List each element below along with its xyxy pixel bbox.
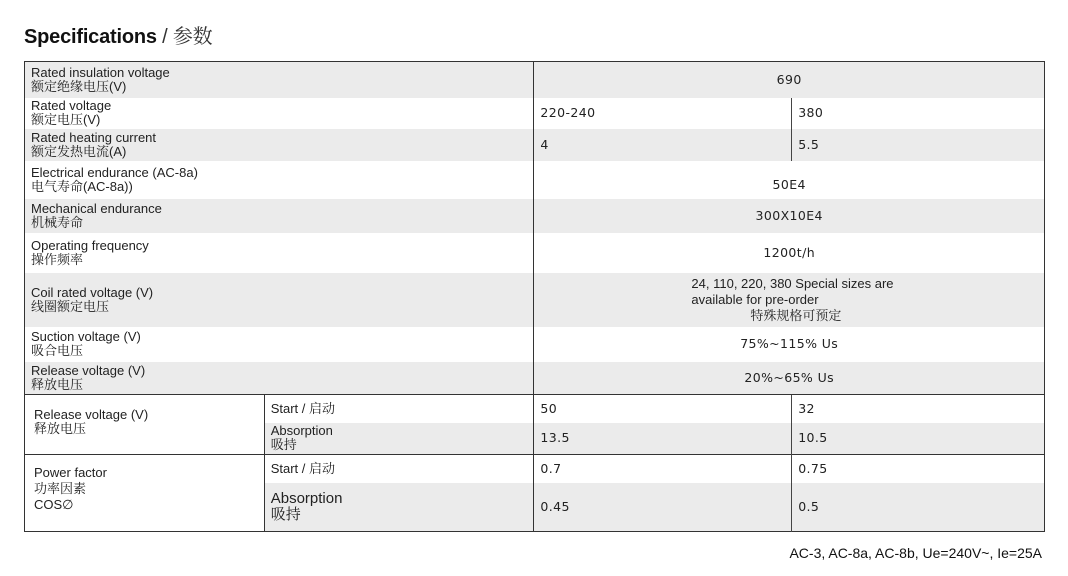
label-english: Electrical endurance (AC-8a) [31, 164, 198, 180]
label-english: Suction voltage (V) [31, 329, 141, 344]
row-label [25, 199, 534, 233]
label-english: Rated heating current [31, 129, 157, 145]
absorption-english: Absorption [270, 489, 343, 507]
row-value-2: 5.5 [792, 129, 1045, 161]
row-label [25, 98, 534, 129]
title-english: Specifications [24, 26, 157, 48]
row-value-2: 380 [792, 98, 1045, 129]
power-abs-value-1: 0.45 [534, 483, 792, 532]
table-row [25, 395, 1045, 423]
label-chinese: 释放电压 [31, 376, 84, 392]
row-value: 1200t/h [534, 233, 1045, 273]
row-value-1: 220-240 [534, 98, 792, 129]
title-separator: / [162, 26, 168, 48]
power-start-value-1: 0.7 [534, 455, 792, 483]
power-abs-value-2: 0.5 [792, 483, 1045, 532]
label-english: Mechanical endurance [31, 200, 162, 216]
label-chinese: 额定电压(V) [31, 112, 101, 127]
label-english: Power factor [34, 465, 107, 480]
table-row [25, 455, 1045, 483]
cos-label: COS∅ [34, 497, 74, 512]
row-label [25, 161, 534, 199]
row-label [25, 62, 534, 98]
value-line-1: 24, 110, 220, 380 Special sizes are [691, 275, 894, 291]
release-block-label [25, 395, 265, 455]
start-label: Start / 启动 [264, 395, 534, 423]
table-row [25, 161, 1045, 199]
label-english: Rated voltage [31, 98, 112, 113]
release-start-value-2: 32 [792, 395, 1045, 423]
page-title [24, 20, 212, 49]
release-start-value-1: 50 [534, 395, 792, 423]
label-chinese: 额定发热电流(A) [31, 143, 127, 159]
absorption-chinese: 吸持 [270, 437, 297, 453]
table-row [25, 62, 1045, 98]
table-row [25, 327, 1045, 362]
table-row [25, 233, 1045, 273]
absorption-label [264, 483, 534, 532]
row-label [25, 362, 534, 395]
footnote: AC-3, AC-8a, AC-8b, Ue=240V~, Ie=25A [789, 545, 1042, 561]
label-chinese: 电气寿命(AC-8a)) [31, 178, 133, 194]
label-chinese: 额定绝缘电压(V) [31, 78, 127, 94]
table-row [25, 199, 1045, 233]
start-label: Start / 启动 [264, 455, 534, 483]
row-value: 300X10E4 [534, 199, 1045, 233]
release-abs-value-1: 13.5 [534, 423, 792, 455]
absorption-chinese: 吸持 [270, 505, 301, 523]
title-chinese: 参数 [172, 26, 213, 48]
table-row [25, 98, 1045, 129]
label-chinese: 释放电压 [34, 421, 87, 436]
power-start-value-2: 0.75 [792, 455, 1045, 483]
label-english: Release voltage (V) [34, 407, 149, 422]
power-block-label [25, 455, 265, 532]
label-chinese: 机械寿命 [31, 214, 84, 230]
row-value-1: 4 [534, 129, 792, 161]
table-row [25, 273, 1045, 327]
label-english: Coil rated voltage (V) [31, 284, 154, 300]
row-value [534, 273, 1045, 327]
row-value: 50E4 [534, 161, 1045, 199]
label-chinese: 吸合电压 [31, 343, 84, 358]
release-abs-value-2: 10.5 [792, 423, 1045, 455]
value-line-3: 特殊规格可预定 [750, 307, 842, 323]
row-label [25, 327, 534, 362]
row-label [25, 273, 534, 327]
label-chinese: 功率因素 [34, 481, 87, 496]
label-chinese: 操作频率 [31, 251, 84, 267]
label-english: Release voltage (V) [31, 362, 146, 378]
row-label [25, 129, 534, 161]
row-value: 20%~65% Us [534, 362, 1045, 395]
table-row [25, 129, 1045, 161]
label-english: Rated insulation voltage [31, 64, 170, 80]
label-chinese: 线圈额定电压 [31, 298, 110, 314]
absorption-label [264, 423, 534, 455]
row-value: 75%~115% Us [534, 327, 1045, 362]
value-line-2: available for pre-order [691, 291, 819, 307]
absorption-english: Absorption [270, 423, 333, 439]
row-value: 690 [534, 62, 1045, 98]
table-row [25, 362, 1045, 395]
row-label [25, 233, 534, 273]
specifications-table [24, 61, 1045, 532]
label-english: Operating frequency [31, 237, 149, 253]
